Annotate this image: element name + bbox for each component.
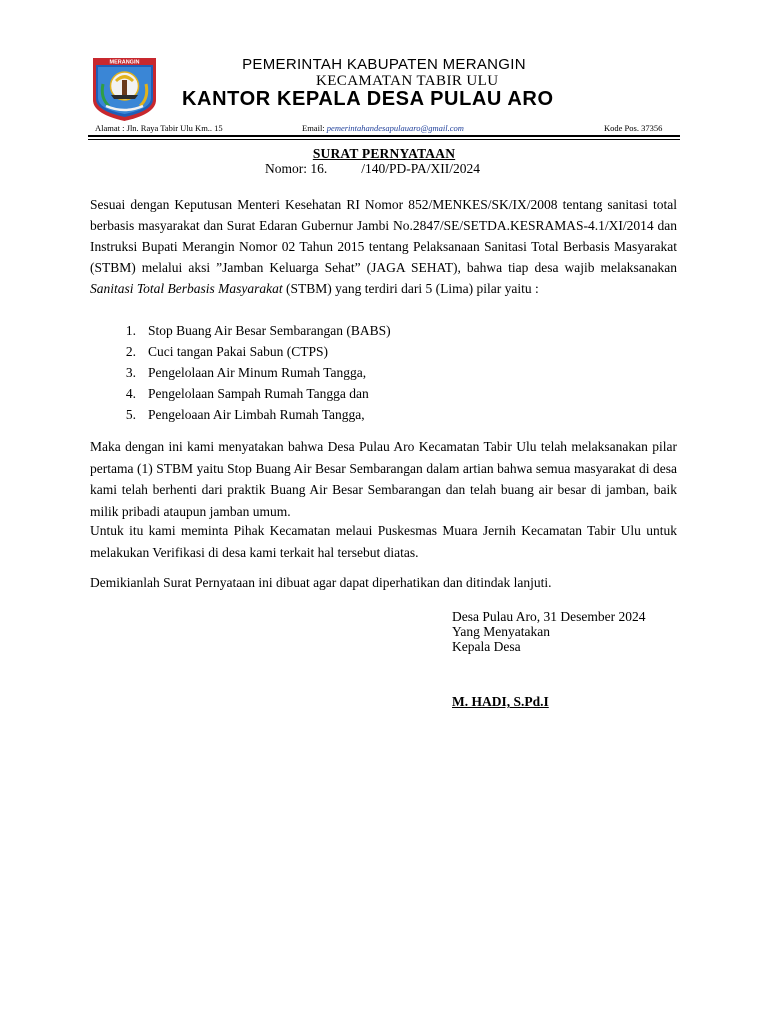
letter-number xyxy=(265,161,480,177)
postal-code: Kode Pos. 37356 xyxy=(604,123,663,133)
regency-government-heading: PEMERINTAH KABUPATEN MERANGIN xyxy=(242,56,526,73)
district-heading: KECAMATAN TABIR ULU xyxy=(316,73,499,89)
letterhead-rule-thick xyxy=(88,135,680,137)
signer-name: M. HADI, S.Pd.I xyxy=(452,694,549,709)
request-paragraph: Untuk itu kami meminta Pihak Kecamatan melaui Puskesmas Muara Jernih Kecamatan Tabir Ulu untuk melakukan Verifikasi di desa kami terkait hal tersebut diatas. xyxy=(90,523,677,560)
statement-paragraph: Maka dengan ini kami menyatakan bahwa Desa Pulau Aro Kecamatan Tabir Ulu telah melaksanakan pilar pertama (1) STBM yaitu Stop Buang Air Besar Sembarangan dalam artian bahwa semua masyarakat di desa kami telah berhenti dari praktik Buang Air Besar Sembarangan dan telah buang air besar di jamban, baik milik pribadi ataupun jamban umum. xyxy=(90,439,677,519)
place-date: Desa Pulau Aro, 31 Desember 2024 xyxy=(452,609,646,624)
list-text: Pengelolaan Air Minum Rumah Tangga, xyxy=(148,365,367,380)
list-number: 4. xyxy=(125,386,136,401)
list-number: 1. xyxy=(125,323,136,338)
email-label: Email: xyxy=(302,123,327,133)
intro-text-end: (STBM) yang terdiri dari 5 (Lima) pilar yaitu : xyxy=(282,281,539,296)
list-text: Stop Buang Air Besar Sembarangan (BABS) xyxy=(148,323,391,338)
signature-block xyxy=(452,609,645,654)
emblem-label: MERANGIN xyxy=(109,59,140,66)
office-heading: KANTOR KEPALA DESA PULAU ARO xyxy=(182,88,554,110)
office-email-line xyxy=(302,123,464,133)
list-item xyxy=(90,404,391,425)
list-number: 5. xyxy=(125,407,136,422)
list-text: Pengelolaan Sampah Rumah Tangga dan xyxy=(148,386,369,401)
letter-title: SURAT PERNYATAAN xyxy=(312,146,456,161)
list-text: Cuci tangan Pakai Sabun (CTPS) xyxy=(148,344,328,359)
list-number: 3. xyxy=(125,365,136,380)
list-text: Pengeloaan Air Limbah Rumah Tangga, xyxy=(148,407,365,422)
letter-number-prefix: Nomor: 16. xyxy=(265,161,328,176)
signer-position: Kepala Desa xyxy=(452,639,521,654)
email-address: pemerintahandesapulauaro@gmail.com xyxy=(326,123,464,133)
list-item xyxy=(90,383,391,404)
merangin-emblem-icon xyxy=(89,54,160,122)
list-item xyxy=(90,320,391,341)
intro-text: Sesuai dengan Keputusan Menteri Kesehatan RI Nomor 852/MENKES/SK/IX/2008 tentang sanitasi total berbasis masyarakat dan Surat Edaran Gubernur Jambi No.2847/SE/SETDA.KESRAMAS-4.1/XI/2014 dan Instruksi Bupati Merangin Nomor 02 Tahun 2015 tentang Pelaksanaan Sanitasi Total Berbasis Masyarakat (STBM) melalui aksi ”Jamban Keluarga Sehat” (JAGA SEHAT), bahwa tiap desa wajib melaksanakan xyxy=(90,197,677,275)
letter-number-suffix: /140/PD-PA/XII/2024 xyxy=(361,161,481,176)
letterhead-rule-thin xyxy=(88,139,680,140)
closing-paragraph: Demikianlah Surat Pernyataan ini dibuat agar dapat diperhatikan dan ditindak lanjuti. xyxy=(90,575,552,590)
list-item xyxy=(90,341,391,362)
list-item xyxy=(90,362,391,383)
signer-role: Yang Menyatakan xyxy=(452,624,550,639)
intro-paragraph xyxy=(90,194,677,299)
office-address: Alamat : Jln. Raya Tabir Ulu Km.. 15 xyxy=(95,123,223,133)
intro-italic-term: Sanitasi Total Berbasis Masyarakat xyxy=(90,281,283,296)
list-number: 2. xyxy=(125,344,136,359)
stbm-pillar-list xyxy=(90,320,391,425)
